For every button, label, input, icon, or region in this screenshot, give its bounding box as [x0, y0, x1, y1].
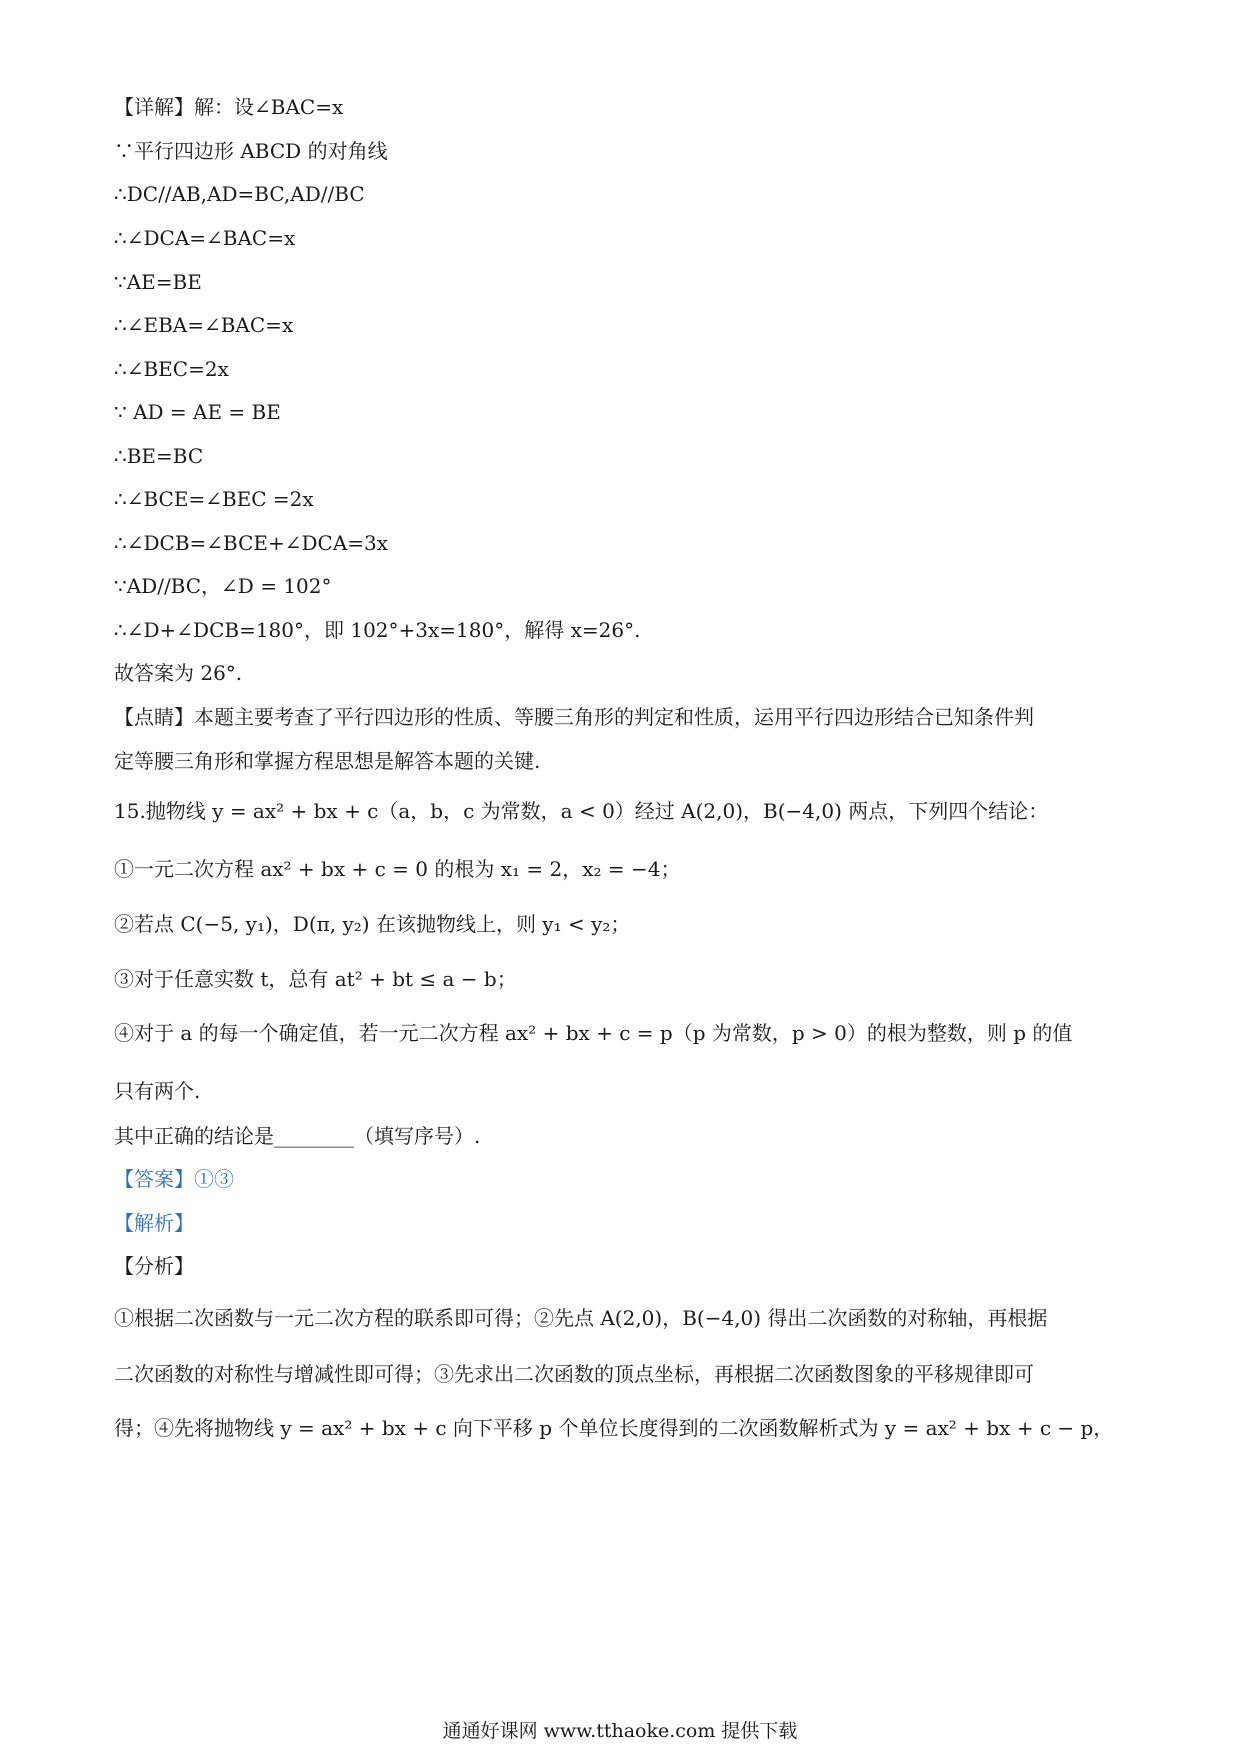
comment-line-1: 【点睛】本题主要考查了平行四边形的性质、等腰三角形的判定和性质，运用平行四边形结合已知条件判 — [114, 705, 1034, 729]
analysis-label: 【解析】 — [114, 1211, 194, 1235]
solution-line-angle-dcb: ∴∠DCB=∠BCE+∠DCA=3x — [114, 531, 389, 555]
page-footer — [0, 1718, 1240, 1744]
solution-line-angle-bce: ∴∠BCE=∠BEC =2x — [114, 487, 314, 511]
conclusion-3: ③对于任意实数 t，总有 at² + bt ≤ a − b； — [114, 967, 517, 991]
solution-line-be-bc: ∴BE=BC — [114, 444, 204, 468]
solution-line-angle-bec: ∴∠BEC=2x — [114, 357, 229, 381]
analysis-line-2: 二次函数的对称性与增减性即可得；③先求出二次函数的顶点坐标，再根据二次函数图象的平移规律即可 — [114, 1362, 1034, 1386]
question-blank: 其中正确的结论是________（填写序号）. — [114, 1124, 481, 1148]
analysis-line-3: 得；④先将抛物线 y = ax² + bx + c 向下平移 p 个单位长度得到的二次函数解析式为 y = ax² + bx + c − p， — [114, 1416, 1114, 1440]
footer-site-name: 通通好课网 — [442, 1720, 538, 1742]
solution-line-ad-ae-be: ∵ AD = AE = BE — [114, 400, 281, 424]
solution-line-angle-dca: ∴∠DCA=∠BAC=x — [114, 226, 296, 250]
solution-detail-heading: 【详解】解：设∠BAC=x — [114, 95, 344, 119]
analysis-line-1: ①根据二次函数与一元二次方程的联系即可得；②先点 A(2,0)，B(−4,0) 得出二次函数的对称轴，再根据 — [114, 1306, 1048, 1330]
solution-line-answer: 故答案为 26°. — [114, 661, 243, 685]
solution-line-angle-d: ∵AD//BC，∠D = 102° — [114, 574, 332, 598]
solution-line-parallelogram: ∵平行四边形 ABCD 的对角线 — [114, 139, 388, 163]
solution-line-parallel-sides: ∴DC//AB,AD=BC,AD//BC — [114, 182, 365, 206]
solution-line-equation: ∴∠D+∠DCB=180°，即 102°+3x=180°，解得 x=26°. — [114, 618, 641, 642]
conclusion-1: ①一元二次方程 ax² + bx + c = 0 的根为 x₁ = 2，x₂ = −4； — [114, 857, 681, 881]
footer-url[interactable]: www.tthaoke.com — [543, 1720, 716, 1742]
footer-download-note: 提供下载 — [721, 1720, 798, 1742]
conclusion-4-continued: 只有两个. — [114, 1079, 201, 1103]
analysis-heading: 【分析】 — [114, 1254, 194, 1278]
comment-line-2: 定等腰三角形和掌握方程思想是解答本题的关键. — [114, 749, 541, 773]
problem-15-statement: 15.抛物线 y = ax² + bx + c（a，b，c 为常数，a < 0）经过 A(2,0)，B(−4,0) 两点，下列四个结论： — [114, 799, 1049, 823]
conclusion-2: ②若点 C(−5, y₁)，D(π, y₂) 在该抛物线上，则 y₁ < y₂； — [114, 912, 631, 936]
conclusion-4: ④对于 a 的每一个确定值，若一元二次方程 ax² + bx + c = p（p 为常数，p > 0）的根为整数，则 p 的值 — [114, 1021, 1073, 1045]
solution-line-ae-be: ∵AE=BE — [114, 270, 202, 294]
solution-line-angle-eba: ∴∠EBA=∠BAC=x — [114, 313, 294, 337]
answer-label: 【答案】①③ — [114, 1167, 234, 1191]
